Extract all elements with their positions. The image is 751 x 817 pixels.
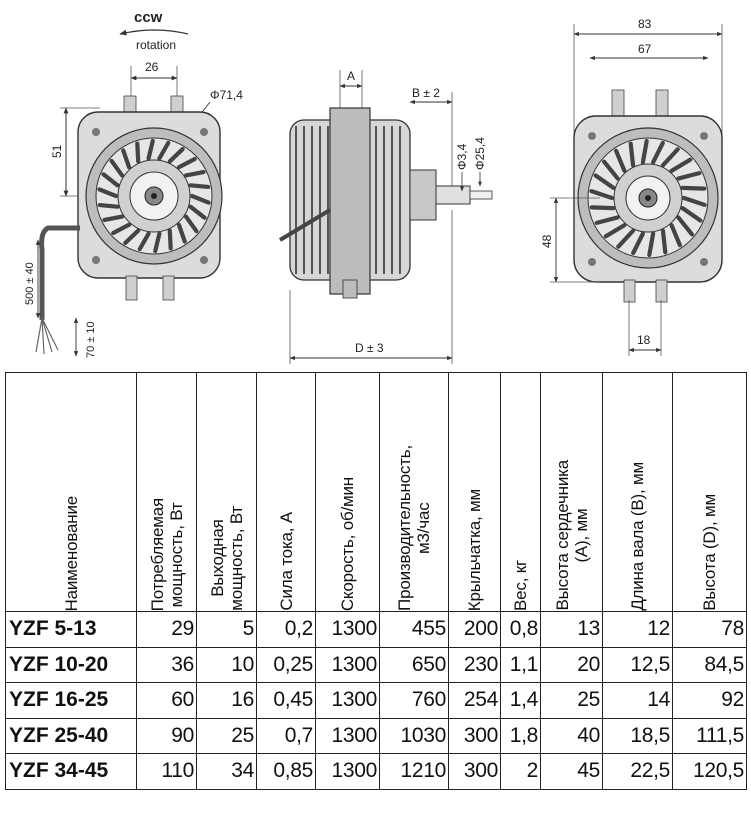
cell: 0,85 xyxy=(257,754,316,790)
dim-phi-25-label: Φ25,4 xyxy=(473,137,487,170)
dim-18-label: 18 xyxy=(637,333,651,347)
cell: 455 xyxy=(380,612,449,648)
cell: 1300 xyxy=(316,683,380,719)
cell: 1300 xyxy=(316,718,380,754)
dim-phi-71-label: Φ71,4 xyxy=(210,88,243,102)
dim-70-label: 70 ± 10 xyxy=(85,321,97,358)
cell: 10 xyxy=(197,647,257,683)
spec-table xyxy=(5,372,747,790)
cell-model: YZF 16-25 xyxy=(6,683,137,719)
cell: 20 xyxy=(541,647,603,683)
cell: 650 xyxy=(380,647,449,683)
cell: 12 xyxy=(603,612,673,648)
cell-model: YZF 25-40 xyxy=(6,718,137,754)
cell: 84,5 xyxy=(673,647,747,683)
dim-500-label: 500 ± 40 xyxy=(24,262,36,305)
cell: 110 xyxy=(137,754,197,790)
cell: 300 xyxy=(449,718,501,754)
cell: 1300 xyxy=(316,612,380,648)
table-row xyxy=(6,683,747,719)
cell: 1,4 xyxy=(501,683,541,719)
cell: 18,5 xyxy=(603,718,673,754)
cell: 200 xyxy=(449,612,501,648)
table-header-row xyxy=(6,373,747,612)
cell: 40 xyxy=(541,718,603,754)
cell: 45 xyxy=(541,754,603,790)
cell: 29 xyxy=(137,612,197,648)
cell: 1,1 xyxy=(501,647,541,683)
header-speed: Скорость, об/мин xyxy=(316,373,380,612)
cell: 0,7 xyxy=(257,718,316,754)
rotation-dir-label: ccw xyxy=(134,9,163,26)
table-row xyxy=(6,612,747,648)
cell: 1210 xyxy=(380,754,449,790)
cell: 5 xyxy=(197,612,257,648)
dim-67-label: 67 xyxy=(638,42,652,56)
cell: 0,45 xyxy=(257,683,316,719)
rotation-word-label: rotation xyxy=(136,38,177,52)
cell: 0,8 xyxy=(501,612,541,648)
cell: 78 xyxy=(673,612,747,648)
dim-48-label: 48 xyxy=(540,234,554,248)
header-shaft-length: Длина вала (В), мм xyxy=(603,373,673,612)
dim-83-label: 83 xyxy=(638,17,652,31)
header-output-power: Выходная мощность, Вт xyxy=(197,373,257,612)
cell: 34 xyxy=(197,754,257,790)
header-height: Высота (D), мм xyxy=(673,373,747,612)
side-view xyxy=(280,69,492,364)
table-row xyxy=(6,754,747,790)
cell: 92 xyxy=(673,683,747,719)
cell: 1300 xyxy=(316,754,380,790)
cell: 230 xyxy=(449,647,501,683)
header-name: Наименование xyxy=(6,373,137,612)
cell: 120,5 xyxy=(673,754,747,790)
cell: 254 xyxy=(449,683,501,719)
header-input-power: Потребляемая мощность, Вт xyxy=(137,373,197,612)
dim-b-label: B ± 2 xyxy=(412,86,440,100)
table-row xyxy=(6,718,747,754)
cell: 16 xyxy=(197,683,257,719)
cell: 25 xyxy=(541,683,603,719)
cell: 60 xyxy=(137,683,197,719)
cell-model: YZF 10-20 xyxy=(6,647,137,683)
header-impeller: Крыльчатка, мм xyxy=(449,373,501,612)
motor-drawing xyxy=(0,0,751,370)
cell: 760 xyxy=(380,683,449,719)
cell: 0,2 xyxy=(257,612,316,648)
header-weight: Вес, кг xyxy=(501,373,541,612)
dim-phi-3-label: Φ3,4 xyxy=(455,143,469,170)
header-core-height: Высота сердечника (А), мм xyxy=(541,373,603,612)
header-airflow: Производительность, м3/час xyxy=(380,373,449,612)
front-view xyxy=(24,9,243,358)
table-row xyxy=(6,647,747,683)
cell: 12,5 xyxy=(603,647,673,683)
cell: 36 xyxy=(137,647,197,683)
cell: 0,25 xyxy=(257,647,316,683)
cell: 90 xyxy=(137,718,197,754)
rear-view xyxy=(540,17,722,356)
cell: 1300 xyxy=(316,647,380,683)
dim-a-label: A xyxy=(347,69,356,83)
rotation-arrow-icon xyxy=(120,30,188,34)
cell: 1,8 xyxy=(501,718,541,754)
cell: 1030 xyxy=(380,718,449,754)
header-current: Сила тока, А xyxy=(257,373,316,612)
cell: 2 xyxy=(501,754,541,790)
cell-model: YZF 5-13 xyxy=(6,612,137,648)
dim-51-label: 51 xyxy=(50,144,64,158)
cell: 14 xyxy=(603,683,673,719)
cell: 111,5 xyxy=(673,718,747,754)
dim-26-label: 26 xyxy=(145,60,159,74)
dim-d-label: D ± 3 xyxy=(355,341,384,355)
cell: 22,5 xyxy=(603,754,673,790)
cell: 13 xyxy=(541,612,603,648)
cell: 25 xyxy=(197,718,257,754)
cell-model: YZF 34-45 xyxy=(6,754,137,790)
cell: 300 xyxy=(449,754,501,790)
